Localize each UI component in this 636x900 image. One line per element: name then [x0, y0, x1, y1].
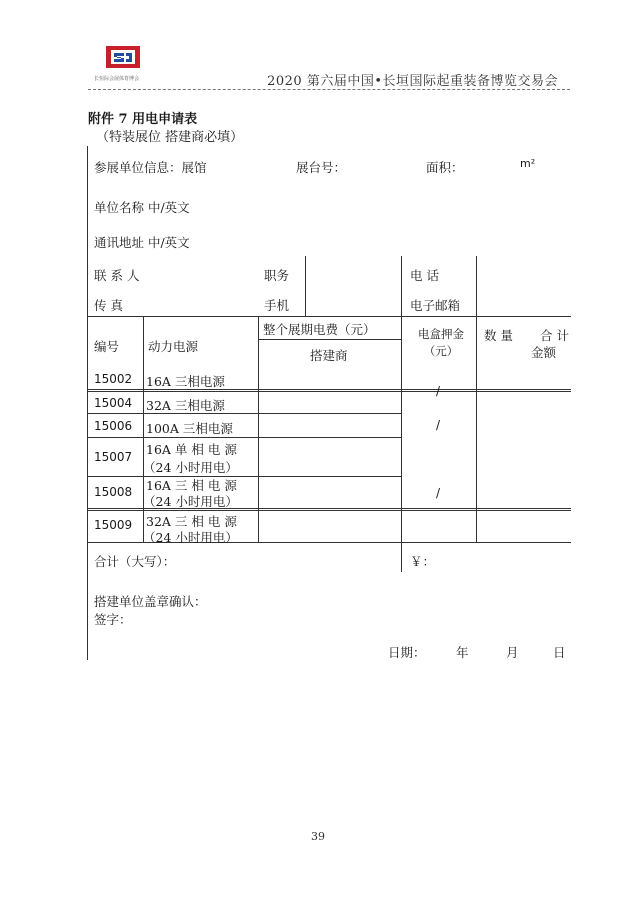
quantity-header: 数 量 — [484, 328, 513, 343]
row-power: 16A 三相电源 — [146, 374, 225, 389]
row-power: 16A 单 相 电 源 — [146, 442, 237, 457]
deposit-mark: / — [436, 418, 441, 432]
logo-text: 长恒际会展体育博会 — [94, 76, 140, 82]
booth-number-label: 展台号： — [296, 160, 347, 175]
divider — [87, 391, 571, 392]
divider — [87, 476, 401, 477]
document-header-title: 2020 第六届中国•长垣国际起重装备博览交易会 — [267, 74, 558, 89]
area-unit: m² — [520, 157, 536, 170]
row-code: 15009 — [94, 518, 133, 532]
divider — [476, 256, 477, 542]
form-left-border — [87, 146, 88, 660]
row-code: 15002 — [94, 372, 133, 386]
divider — [87, 510, 571, 511]
position-label: 职务 — [264, 268, 290, 283]
day-label: 日 — [553, 645, 566, 660]
address-label: 通讯地址 中/英文 — [94, 235, 190, 250]
deposit-mark: / — [436, 384, 441, 398]
seal-confirmation-label: 搭建单位盖章确认： — [94, 594, 207, 609]
amount-header: 金额 — [531, 345, 557, 360]
header-divider — [88, 89, 570, 90]
code-header: 编号 — [94, 339, 120, 354]
row-code: 15004 — [94, 396, 133, 410]
divider — [87, 437, 401, 438]
row-power-note: （24 小时用电） — [143, 530, 238, 545]
mobile-label: 手机 — [264, 298, 290, 313]
row-code: 15008 — [94, 485, 133, 499]
total-in-words-label: 合计（大写）： — [94, 554, 176, 569]
builder-header: 搭建商 — [310, 348, 348, 363]
row-power: 16A 三 相 电 源 — [146, 478, 237, 493]
month-label: 月 — [506, 645, 519, 660]
deposit-header: 电盒押金（元） — [418, 327, 464, 358]
page-number: 39 — [311, 830, 325, 843]
date-label: 日期： — [388, 645, 426, 660]
email-label: 电子邮箱 — [410, 298, 461, 313]
power-header: 动力电源 — [148, 339, 199, 354]
divider — [401, 256, 402, 572]
divider — [258, 339, 401, 340]
phone-label: 电 话 — [410, 268, 439, 283]
area-label: 面积： — [426, 160, 464, 175]
divider — [87, 413, 401, 414]
attachment-title: 附件 7 用电申请表 — [88, 112, 198, 127]
signature-label: 签字： — [94, 612, 132, 627]
divider — [87, 316, 571, 317]
company-name-label: 单位名称 中/英文 — [94, 200, 190, 215]
row-power: 100A 三相电源 — [146, 421, 233, 436]
contact-label: 联 系 人 — [94, 268, 140, 283]
row-code: 15007 — [94, 450, 133, 464]
divider — [305, 256, 306, 316]
fax-label: 传 真 — [94, 298, 123, 313]
row-power: 32A 三相电源 — [146, 398, 225, 413]
deposit-mark: / — [436, 486, 441, 500]
row-power-note: （24 小时用电） — [143, 460, 238, 475]
total-header: 合 计 — [540, 328, 569, 343]
total-currency-label: ￥： — [410, 554, 436, 569]
exhibitor-info-label: 参展单位信息：展馆 — [94, 160, 207, 175]
attachment-subtitle: （特装展位 搭建商必填） — [96, 130, 244, 145]
expo-logo — [100, 44, 146, 74]
year-label: 年 — [456, 645, 469, 660]
period-fee-header: 整个展期电费（元） — [263, 322, 376, 337]
row-code: 15006 — [94, 419, 133, 433]
row-power-note: （24 小时用电） — [143, 494, 238, 509]
row-power: 32A 三 相 电 源 — [146, 514, 237, 529]
